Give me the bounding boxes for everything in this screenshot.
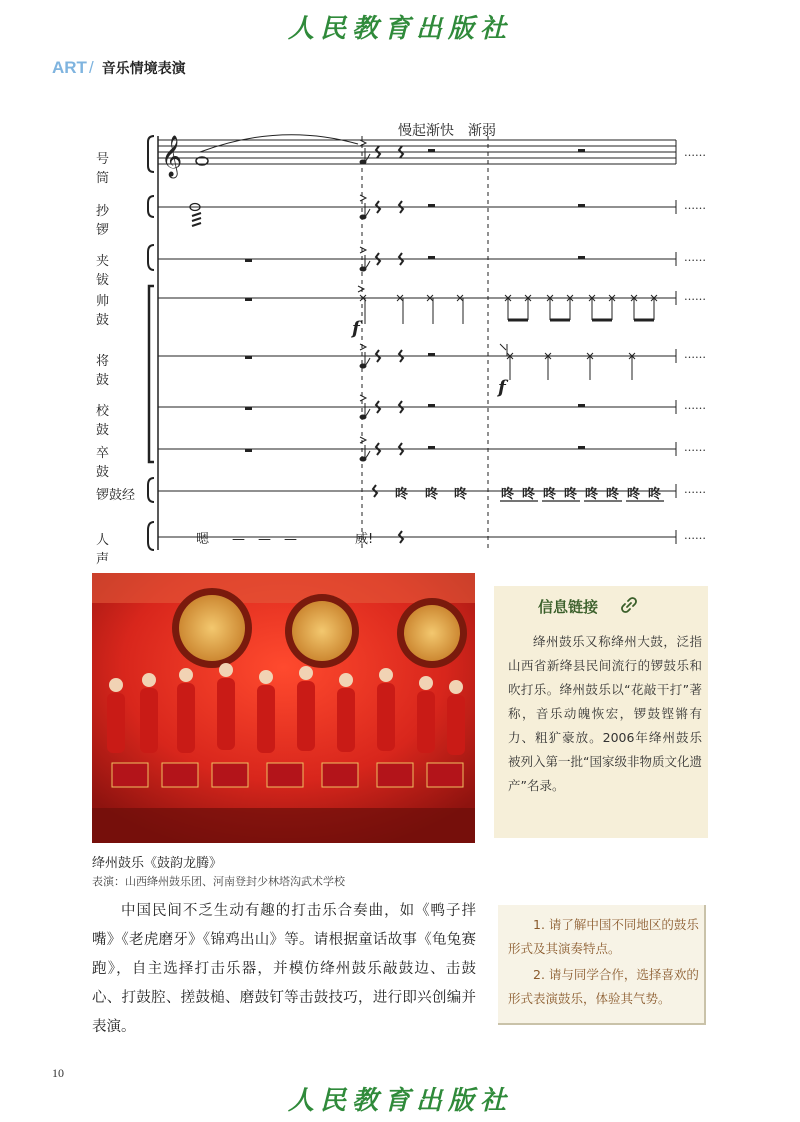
luogu-syllable-fast: 咚 [627, 487, 641, 502]
continuation-dots: …… [684, 199, 706, 212]
section-header [52, 58, 186, 78]
instrument-label-zugu: 卒 鼓 [96, 446, 143, 480]
voice-text-wei: 威! [355, 532, 374, 547]
drum-performance-photo [92, 573, 475, 843]
luogu-syllable-fast: 咚 [501, 487, 515, 502]
tempo-marking: 慢起渐快 渐弱 [398, 123, 496, 139]
brace-chaoluo [148, 196, 154, 217]
instrument-label-haotong: 号 筒 [96, 152, 143, 186]
luogu-syllable: 咚 [454, 487, 468, 502]
main-paragraph: 中国民间不乏生动有趣的打击乐合奏曲，如《鸭子拌嘴》《老虎磨牙》《锦鸡出山》等。请根据童话故事《龟兔赛跑》，自主选择打击乐器，并模仿绛州鼓乐敲鼓边、击鼓心、打鼓腔、搓鼓槌、磨鼓钉等击鼓技巧，进行即兴创编并表演。 [92, 903, 476, 1035]
brace-jiabo [148, 245, 154, 270]
info-box-title: 信息链接 [538, 598, 599, 616]
section-title: 音乐情境表演 [101, 61, 186, 77]
instrument-label-jianggu: 将 鼓 [96, 354, 143, 388]
bracket-drums [149, 286, 154, 462]
instrument-label-luogujing: 锣鼓经 [96, 488, 136, 503]
continuation-dots: …… [684, 441, 706, 454]
jianggu-notes-measure3 [500, 344, 635, 380]
brace-luogujing [148, 478, 154, 502]
instrument-label-shuaigu: 帅 鼓 [96, 294, 143, 328]
continuation-dots: …… [684, 399, 706, 412]
publisher-logo-bottom: 人民教育出版社 [287, 1086, 512, 1116]
dynamic-f-shuaigu: f [352, 318, 360, 339]
accent-notes-measure2 [358, 140, 370, 461]
luogu-syllable-fast: 咚 [522, 487, 536, 502]
task-item: 1. 请了解中国不同地区的鼓乐形式及其演奏特点。 [508, 917, 699, 956]
instrument-label-jiabo: 夹 钹 [96, 254, 143, 288]
photo-caption-title: 绛州鼓乐《鼓韵龙腾》 [92, 856, 223, 871]
link-icon [620, 596, 638, 618]
luogu-syllable-fast: 咚 [606, 487, 620, 502]
voice-text-en: 嗯 [196, 532, 210, 547]
luogu-syllable-fast: 咚 [564, 487, 578, 502]
staff-haotong [158, 140, 676, 164]
luogu-syllable-fast: 咚 [543, 487, 557, 502]
luogu-syllable-fast: 咚 [585, 487, 599, 502]
luogu-syllable: 咚 [395, 487, 409, 502]
instrument-label-rensheng: 人 声 [96, 533, 143, 567]
continuation-dots: …… [684, 290, 706, 303]
task-item: 2. 请与同学合作，选择喜欢的形式表演鼓乐，体验其气势。 [508, 967, 699, 1006]
tie-arc [200, 135, 358, 152]
info-box-body: 绛州鼓乐又称绛州大鼓，泛指山西省新绛县民间流行的锣鼓乐和吹打乐。绛州鼓乐以“花敲干打”著称，音乐动魄恢宏，锣鼓铿锵有力、粗犷豪放。2006年绛州鼓乐被列入第一批“国家级非物质文化遗产”名录。 [508, 634, 702, 793]
luogu-syllable-fast: 咚 [648, 487, 662, 502]
continuation-dots: …… [684, 529, 706, 542]
luogu-syllable: 咚 [425, 487, 439, 502]
staff-lines-single [158, 207, 676, 537]
voice-dashes: — — — [232, 532, 298, 547]
continuation-dots: …… [684, 483, 706, 496]
dynamic-f-jianggu: f [498, 377, 506, 398]
task-box [498, 905, 706, 1025]
small-drums [112, 763, 463, 787]
shuaigu-x-notes [397, 295, 657, 324]
treble-clef: 𝄞 [161, 136, 183, 177]
art-slash: / [88, 58, 94, 77]
photo-caption-performers: 表演：山西绛州鼓乐团、河南登封少林塔沟武术学校 [92, 875, 345, 888]
continuation-dots: …… [684, 146, 706, 159]
continuation-dots: …… [684, 348, 706, 361]
info-link-box [494, 586, 708, 838]
page-number: 10 [52, 1066, 64, 1080]
publisher-logo-top: 人民教育出版社 [287, 14, 512, 44]
art-label: ART [52, 58, 87, 77]
brace-haotong [148, 136, 154, 172]
instrument-label-xiaogu: 校 鼓 [96, 404, 143, 438]
instrument-label-chaoluo: 抄 锣 [96, 204, 143, 238]
big-drums [172, 588, 467, 668]
brace-rensheng [148, 522, 154, 550]
continuation-dots: …… [684, 251, 706, 264]
